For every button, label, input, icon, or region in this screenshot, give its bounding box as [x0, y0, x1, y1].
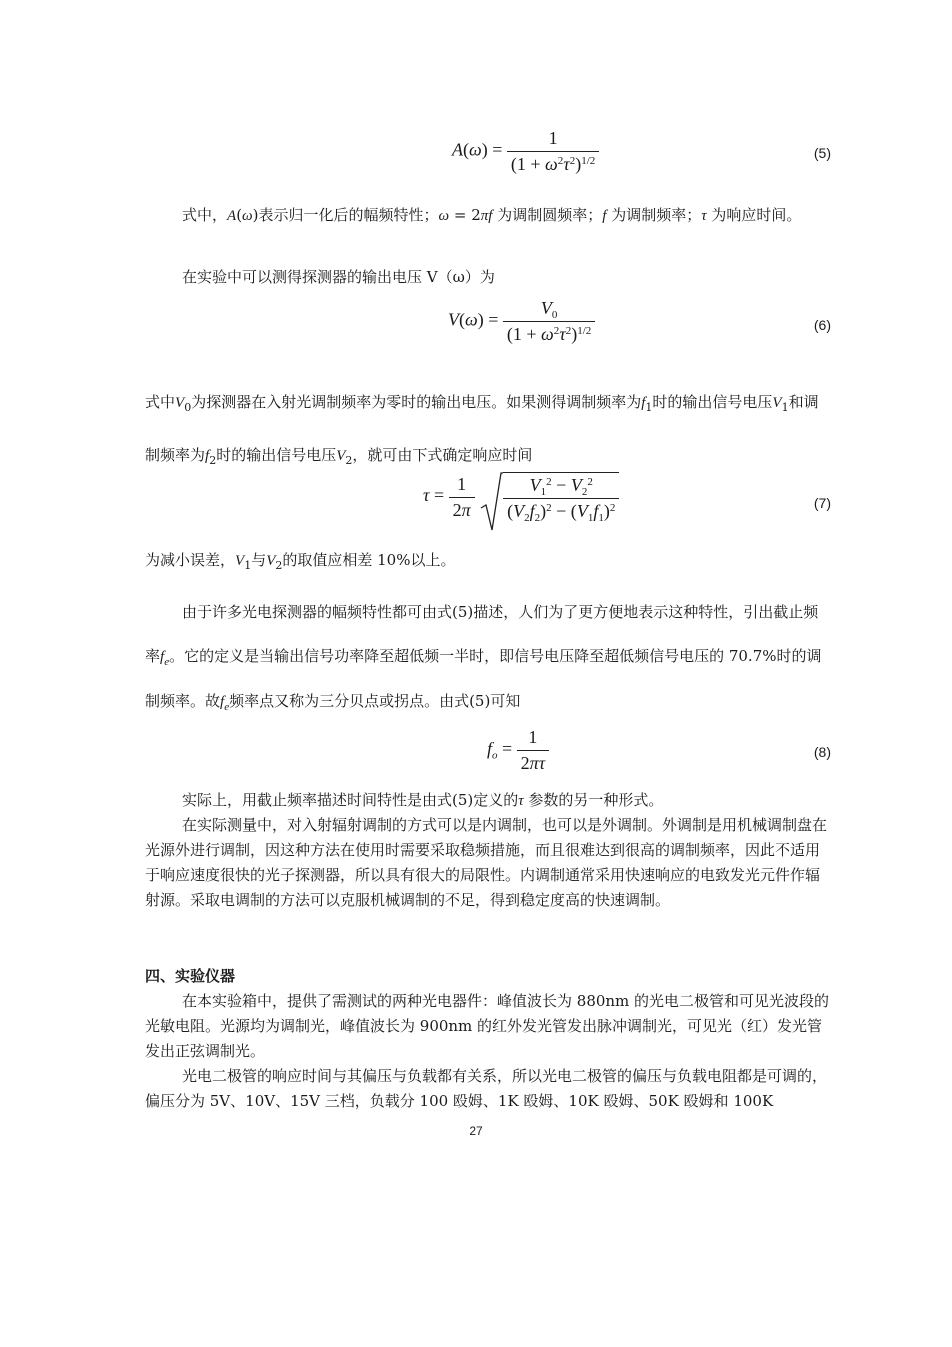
equation-number-6: (6) — [813, 317, 831, 333]
equation-number-5: (5) — [813, 145, 831, 161]
paragraph-modulation: 在实际测量中，对入射辐射调制的方式可以是内调制，也可以是外调制。外调制是用机械调制盘在光源外进行调制，因这种方法在使用时需要采取稳频措施，而且很难达到很高的调制频率，因此不适用于响应速度很快的光子探测器，所以具有很大的局限性。内调制通常采用快速响应的电致发光元件作辐射源。采取电调制的方法可以克服机械调制的不足，得到稳定度高的快速调制。 — [145, 816, 828, 909]
paragraph-bias-load: 光电二极管的响应时间与其偏压与负载都有关系，所以光电二极管的偏压与负载电阻都是可调的，偏压分为 5V、10V、15V 三档，负载分 100 殴姆、1K 殴姆、10K 殴姆、50K 殴姆和 100K — [145, 1067, 828, 1110]
paragraph-amplitude-definition: 式中，A(ω)表示归一化后的幅频特性；ω = 2πf 为调制圆频率；f 为调制频率；τ 为响应时间。 — [182, 206, 802, 224]
equation-7: τ = $\frac{1}{2\pi}$ $\frac{V_1^2 - V_2^2}{(V_2f_2)^2 - (V_1f_1)^2}$ — [423, 472, 619, 522]
equation-6: V(ω) = $\frac{V_0}{(1 + \omega^2\tau^2)^{1/2}}$ — [448, 298, 595, 345]
paragraph-output-voltage: 在实验中可以测得探测器的输出电压 V（ω）为 — [182, 268, 495, 286]
paragraph-error-note: 为减小误差，$V_1$与$V_2$的取值应相差 10%以上。 — [145, 551, 456, 572]
section-heading-instruments: 四、实验仪器 — [145, 967, 236, 985]
page-number: 27 — [469, 1124, 483, 1138]
square-root-icon: $\frac{V_1^2 - V_2^2}{(V_2f_2)^2 - (V_1f_1)^2}$ — [479, 472, 619, 522]
paragraph-measurement: 式中$V_0$为探测器在入射光调制频率为零时的输出电压。如果测得调制频率为$f_1$时的输出信号电压$V_1$和调制频率为$f_2$时的输出信号电压$V_2$，就可由下式确定响应时间 — [145, 393, 819, 467]
paragraph-cutoff-frequency: 由于许多光电探测器的幅频特性都可由式(5)描述，人们为了更方便地表示这种特性，引出截止频率$f_e$。它的定义是当输出信号功率降至超低频一半时，即信号电压降至超低频信号电压的 70.7%时的调制频率。故$f_e$频率点又称为三分贝点或拐点。由式(5)可知 — [145, 603, 822, 713]
equation-number-7: (7) — [813, 495, 831, 511]
paragraph-instruments: 在本实验箱中，提供了需测试的两种光电器件：峰值波长为 880nm 的光电二极管和可见光波段的光敏电阻。光源均为调制光，峰值波长为 900nm 的红外发光管发出脉冲调制光，可见光（红）发光管发出正弦调制光。 — [145, 992, 830, 1060]
equation-8: $f_o$ = $\frac{1}{2\pi\tau}$ — [487, 727, 549, 774]
paragraph-tau-relation: 实际上，用截止频率描述时间特性是由式(5)定义的τ 参数的另一种形式。 — [182, 791, 664, 809]
equation-number-8: (8) — [813, 744, 831, 760]
equation-5: A(ω) = $\frac{1}{(1 + \omega^2\tau^2)^{1/2}}$ — [452, 128, 599, 175]
